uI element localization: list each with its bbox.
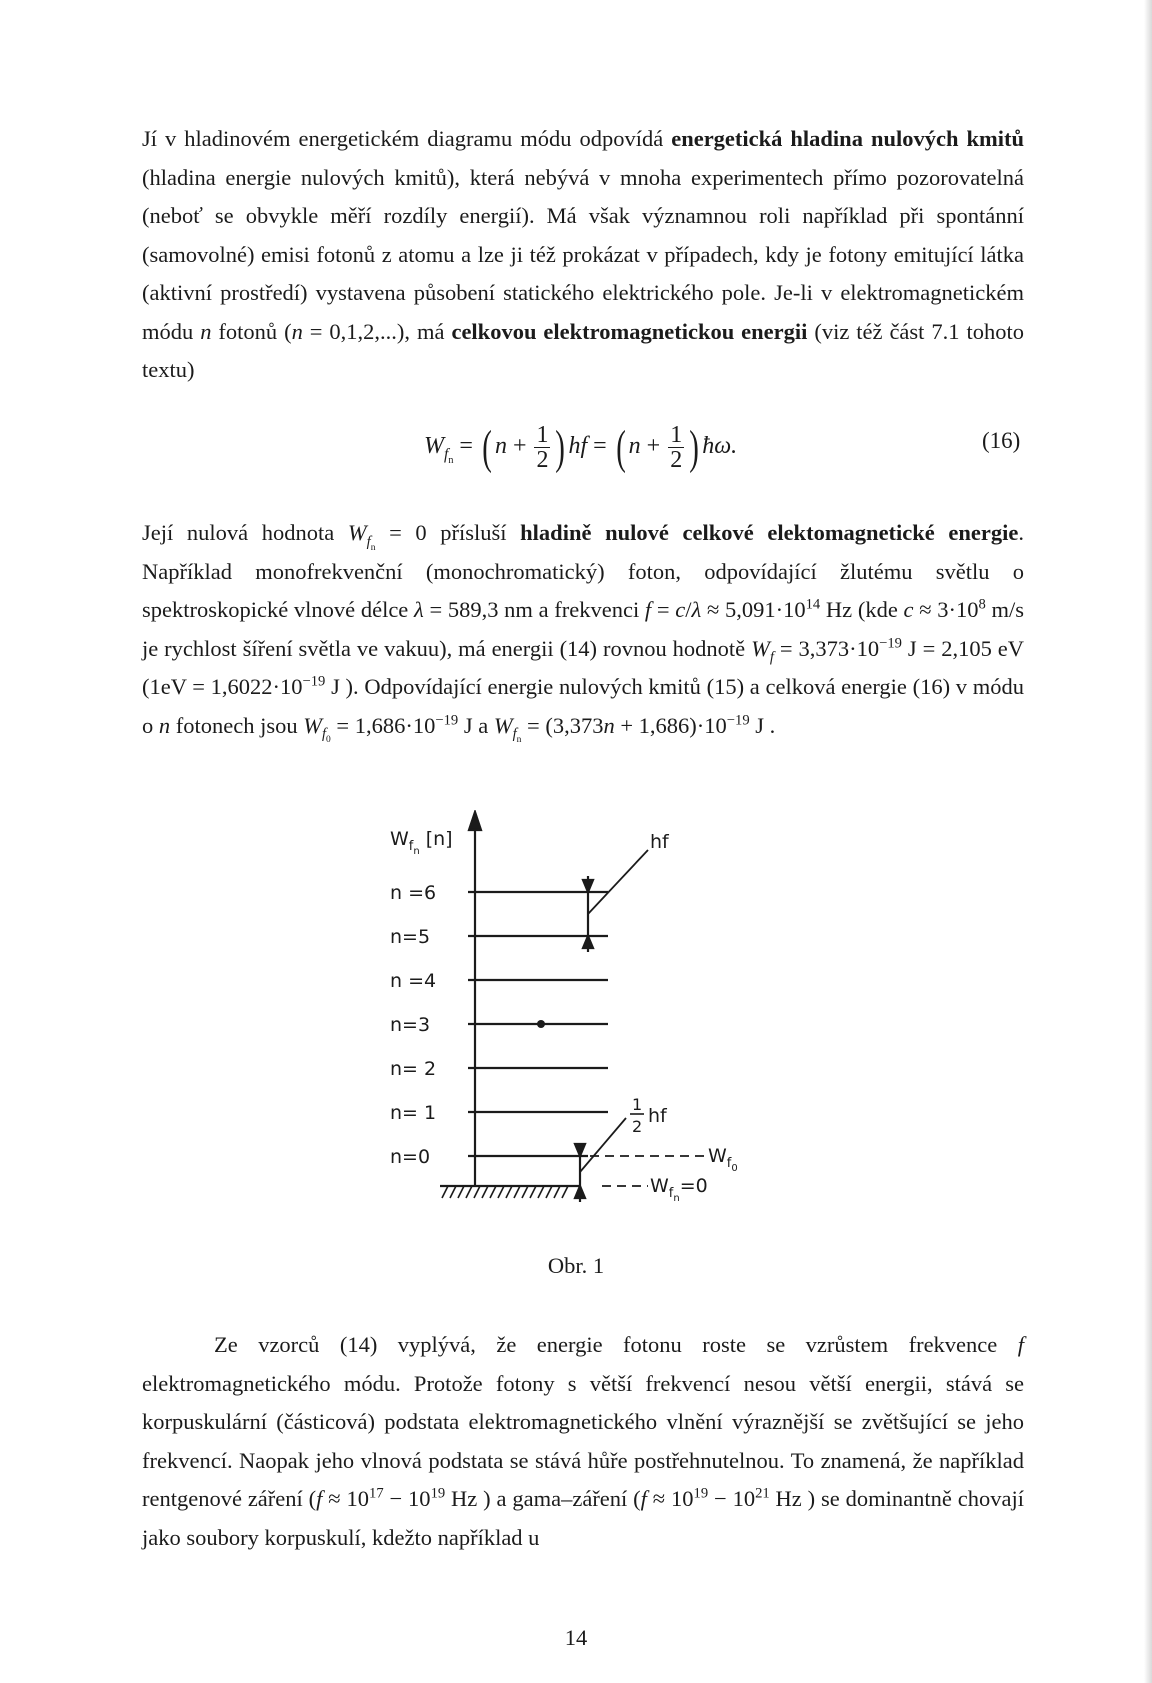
half-denominator: 2 (632, 1117, 643, 1136)
paragraph-zero-point-energy: Jí v hladinovém energetickém diagramu módu odpovídá energetická hladina nulových kmitů (hladina energie nulových kmitů), která nebývá v mnoha experimentech přímo pozorovatelná (neboť se obvykle měří rozdíly energií). Má však významnou roli například při spontánní (samovolné) emisi fotonů z atomu a lze ji též prokázat v případech, kdy je fotony emitující látka (aktivní prostředí) vystavena působení statického elektrického pole. Je-li v elektromagnetickém módu n fotonů (n = 0,1,2,...), má celkovou elektromagnetickou energii (viz též část 7.1 tohoto textu) (142, 126, 1024, 382)
fraction-one-half: $\frac{1}{2}$ (536, 422, 549, 473)
level-label-n1: n= 1 (390, 1102, 437, 1124)
figure-caption: Obr. 1 (547, 1253, 605, 1278)
arrow-down-icon (575, 1144, 585, 1156)
axis-label: $W_{fn}[n]$ (390, 828, 453, 857)
level-label-n2: n= 2 (390, 1058, 437, 1080)
level-label-n5: n=5 (390, 926, 431, 948)
bold-term: celkovou elektromagnetickou energii (451, 318, 808, 344)
level-label-n0: n=0 (390, 1146, 431, 1168)
half-hf-leader-line (580, 1118, 626, 1172)
level-label-n4: n =4 (390, 970, 437, 992)
page-number: 14 (564, 1625, 588, 1650)
fraction-one-half: $\frac{1}{2}$ (670, 422, 683, 473)
wfn-zero-label: $W_{fn}=0$ (650, 1175, 708, 1204)
paragraph-frequency: Ze vzorců (14) vyplývá, že energie fotonu roste se vzrůstem frekvence f elektromagnetického módu. Protože fotony s větší frekvencí nesou větší energii, stává se korpuskulární (částicová) podstata elektromagnetického vlnění výraznější se zvětšující se jeho frekvencí. Naopak jeho vlnová podstata se stává hůře postřehnutelnou. To znamená, že například rentgenové záření ($f \approx 10^{17} - 10^{19}$ Hz ) a gama–záření ($f \approx 10^{19} - 10^{21}$ Hz ) se dominantně chovají jako soubory korpuskulí, kdežto například u (142, 1332, 1024, 1550)
equation-16 (0, 402, 1152, 480)
hf-label: hf (650, 831, 669, 853)
bold-term: energetická hladina nulových kmitů (671, 126, 1024, 151)
level-label-n6: n =6 (390, 882, 437, 904)
bold-term: hladině nulové celkové elektomagnetické energie (520, 520, 1019, 545)
paragraph-photon-example: Její nulová hodnota $W_{f_n} = 0$ přísluší hladině nulové celkové elektomagnetické energie. Například monofrekvenční (monochromatický) foton, odpovídající žlutému světlu o spektroskopické vlnové délce λ = 589,3 nm a frekvenci $f = c/\lambda \approx 5,091\cdot 10^{14}$ Hz (kde $c \approx 3\cdot 10^8$ m/s je rychlost šíření světla ve vakuu), má energii (14) rovnou hodnotě $W_f = 3,373\cdot 10^{-19}$ J = 2,105 eV ($1eV = 1,6022\cdot 10^{-19}$ J ). Odpovídající energie nulových kmitů (15) a celková energie (16) v módu o n fotonech jsou $W_{f_0} = 1,686\cdot 10^{-19}$ J a $W_{f_n} = (3,373n + 1,686)\cdot 10^{-19}$ J . (142, 520, 1025, 745)
arrow-up-icon (575, 1186, 585, 1198)
energy-level-diagram (390, 810, 810, 1230)
arrow-down-icon (583, 880, 593, 892)
page-edge-shadow (1144, 0, 1152, 1683)
level-label-n3: n=3 (390, 1014, 431, 1036)
ground-hatching (442, 1186, 568, 1198)
hf-leader-line (588, 850, 648, 914)
half-hf-label: hf (648, 1105, 667, 1127)
arrow-up-icon (583, 936, 593, 948)
equation-body: $W_{f_n}$ = ( n + $\frac{1}{2}$ ) hf = ( n + $\frac{1}{2}$ ) ħω. (424, 421, 738, 474)
wf0-label: $W_{f0}$ (708, 1145, 738, 1174)
axis-arrow-icon (469, 812, 481, 830)
half-numerator: 1 (632, 1095, 643, 1114)
equation-number: (16) (982, 428, 1021, 453)
level-dot (537, 1020, 545, 1028)
